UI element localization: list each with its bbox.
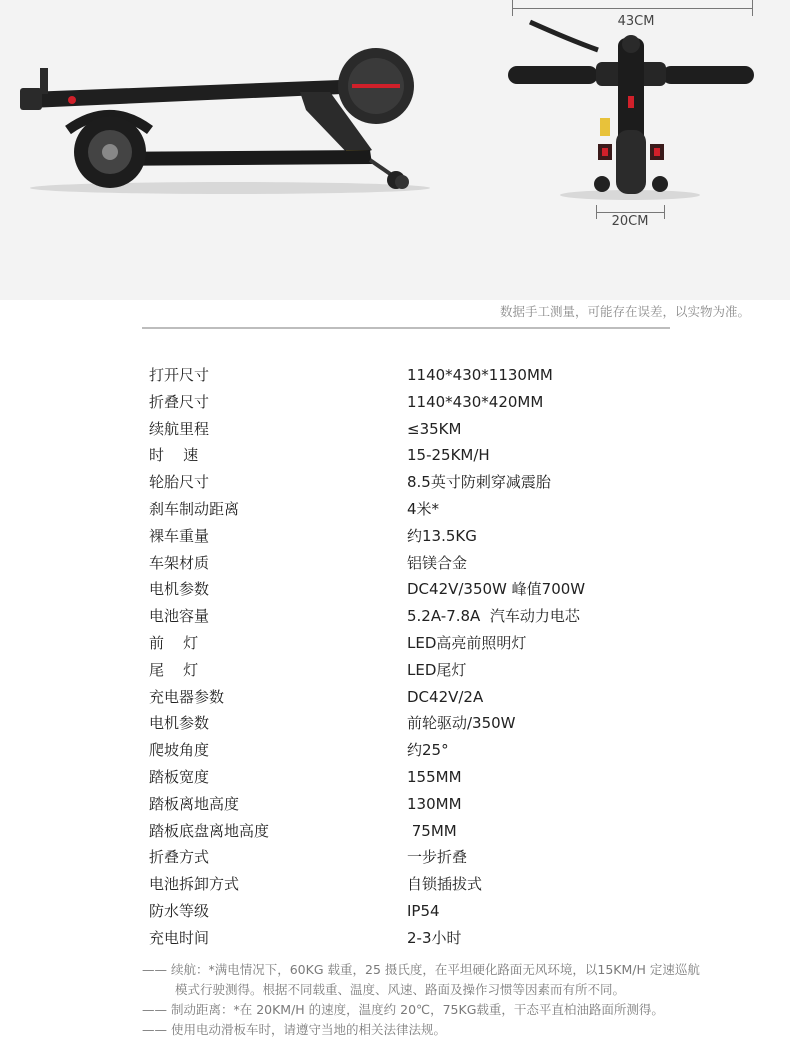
width-dimension-line [512,8,752,9]
spec-row [149,469,709,496]
spec-label: 打开尺寸 [149,366,210,384]
spec-label: 折叠方式 [149,848,210,867]
spec-label: 踏板离地高度 [149,794,240,813]
spec-label: 前 灯 [149,633,199,652]
spec-value: ≤35KM [407,419,462,438]
base-dimension-line [596,212,664,213]
spec-row [149,550,709,577]
spec-label: 车架材质 [149,553,210,572]
spec-value: 1140*430*1130MM [407,366,553,384]
spec-row [149,871,709,898]
spec-row [149,603,709,630]
spec-label: 裸车重量 [149,526,210,545]
spec-label: 踏板底盘离地高度 [149,821,270,840]
footnote-range: —— 续航：*满电情况下，60KG 载重，25 摄氏度，在平坦硬化路面无风环境，以15KM/H 定速巡航 [142,962,700,977]
spec-value: 一步折叠 [407,848,468,867]
spec-row [149,898,709,925]
spec-label: 刹车制动距离 [149,499,240,518]
spec-label: 充电时间 [149,928,210,947]
spec-label: 尾 灯 [149,660,199,679]
spec-value: 130MM [407,794,462,813]
spec-row [149,710,709,737]
spec-row [149,389,709,416]
spec-value: LED尾灯 [407,660,467,679]
spec-label: 折叠尺寸 [149,392,210,411]
folded-scooter-side-image [0,0,470,210]
spec-label: 爬坡角度 [149,741,210,760]
spec-row [149,442,709,469]
spec-label: 电机参数 [149,580,210,599]
spec-label: 轮胎尺寸 [149,473,210,492]
spec-value: LED高亮前照明灯 [407,633,527,652]
spec-value: 约25° [407,741,449,760]
spec-row [149,362,709,389]
spec-value: 铝镁合金 [407,553,468,572]
spec-row [149,523,709,550]
spec-label: 电池拆卸方式 [149,875,240,894]
footnote-braking: —— 制动距离：*在 20KM/H 的速度，温度约 20℃，75KG载重，干态平直柏油路面所测得。 [142,1002,664,1017]
spec-row [149,791,709,818]
spec-value: 1140*430*420MM [407,392,544,411]
spec-label: 踏板宽度 [149,767,210,786]
spec-row [149,764,709,791]
spec-label: 时 速 [149,446,199,465]
spec-row [149,630,709,657]
spec-value: IP54 [407,901,440,920]
spec-row [149,737,709,764]
spec-value: 4米* [407,499,440,518]
spec-label: 防水等级 [149,901,210,920]
spec-label: 充电器参数 [149,687,225,706]
spec-value: 2-3小时 [407,928,462,947]
spec-label: 电池容量 [149,607,210,626]
spec-table [149,362,709,952]
spec-value: 75MM [407,821,457,840]
spec-value: DC42V/2A [407,687,484,706]
base-dimension-label: 20CM [611,214,649,229]
spec-value: 155MM [407,767,462,786]
spec-label: 电机参数 [149,714,210,733]
spec-row [149,818,709,845]
footnote-range-continued: 模式行驶测得。根据不同载重、温度、风速、路面及操作习惯等因素而有所不同。 [175,982,626,997]
spec-value: 15-25KM/H [407,446,490,465]
spec-row [149,496,709,523]
spec-value: 8.5英寸防刺穿减震胎 [407,473,551,492]
spec-row [149,925,709,952]
scooter-front-view-image [500,0,770,210]
spec-value: 约13.5KG [407,526,477,545]
spec-row [149,416,709,443]
spec-label: 续航里程 [149,419,210,438]
footnotes [142,960,782,1040]
spec-row [149,844,709,871]
footnote-legal: —— 使用电动滑板车时，请遵守当地的相关法律法规。 [142,1022,446,1037]
spec-row [149,657,709,684]
product-hero [0,0,790,300]
spec-value: 5.2A-7.8A 汽车动力电芯 [407,607,580,626]
section-divider [142,327,670,329]
spec-value: 自锁插拔式 [407,875,483,894]
spec-row [149,576,709,603]
measurement-disclaimer: 数据手工测量，可能存在误差，以实物为准。 [499,304,750,319]
width-dimension-label: 43CM [617,14,655,29]
width-dimension-tick-right [752,0,753,16]
spec-row [149,684,709,711]
spec-value: 前轮驱动/350W [407,714,516,733]
base-dimension-tick-right [664,205,665,219]
spec-value: DC42V/350W 峰值700W [407,580,586,599]
